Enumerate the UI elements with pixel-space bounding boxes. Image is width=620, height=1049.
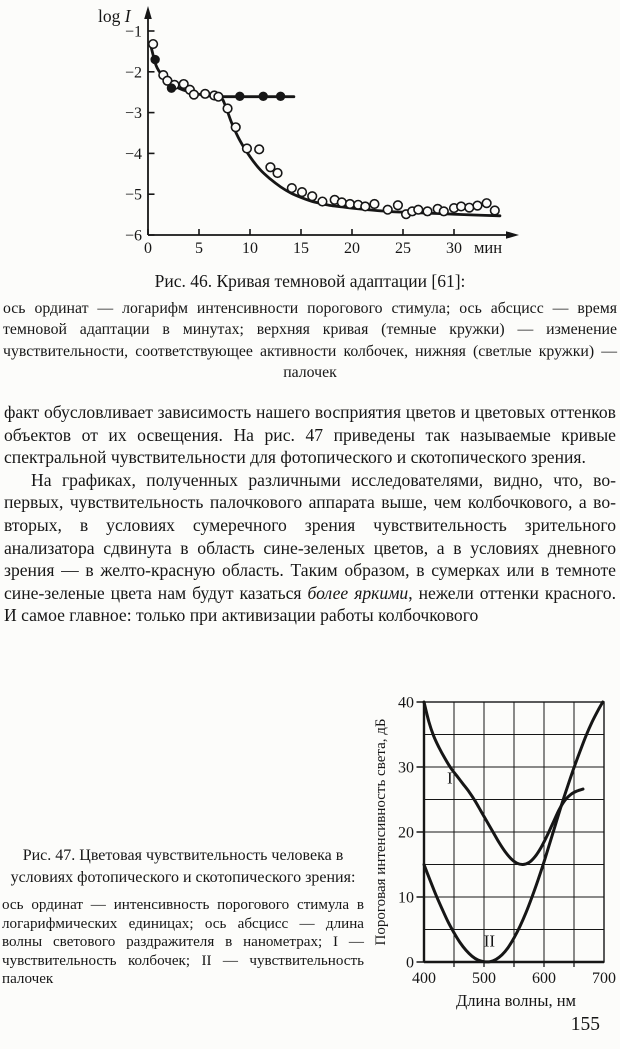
paragraph-1: факт обусловливает зависимость нашего восприятия цветов и цветовых оттенков объектов от их освещения. На рис. 47 приведены так называемые кривые спектральной чувствительности для фотопического и скотопического зрения. (4, 402, 616, 468)
fig46-dark-adaptation-chart (90, 0, 560, 262)
fig46-caption (0, 271, 620, 384)
svg-text:−6: −6 (124, 227, 142, 245)
rod-curve (150, 42, 500, 215)
svg-text:−3: −3 (124, 105, 142, 123)
svg-text:Пороговая интенсивность света,: Пороговая интенсивность света, дБ (373, 718, 389, 946)
paragraph-2 (4, 469, 616, 627)
svg-text:25: 25 (395, 240, 411, 257)
fig47-caption-body: ось ординат — интенсивность порогового стимула в логарифмических единицах; ось абсцисс — длина волны светового раздражителя в нанометрах; I — чувствительность колбочек; II — чувствительность палочек (2, 897, 364, 987)
svg-text:40: 40 (398, 694, 414, 712)
svg-text:−2: −2 (124, 64, 142, 82)
svg-text:10: 10 (242, 240, 258, 257)
svg-text:0: 0 (406, 954, 414, 972)
svg-text:20: 20 (398, 824, 414, 842)
body-text (4, 401, 616, 627)
fig46-caption-title: Рис. 46. Кривая темновой адаптации [61]: (154, 271, 466, 291)
svg-text:15: 15 (293, 240, 309, 257)
svg-text:Длина волны, нм: Длина волны, нм (456, 991, 576, 1010)
svg-text:600: 600 (532, 970, 556, 987)
fig47-caption-title: Рис. 47. Цветовая чувствительность человека в условиях фотопического и скотопического зрения: (10, 847, 356, 886)
svg-text:−1: −1 (124, 23, 142, 41)
figure-47-block (0, 690, 620, 1020)
svg-text:0: 0 (144, 240, 152, 257)
paragraph-2-italic: более яркими (307, 582, 409, 603)
svg-text:700: 700 (592, 970, 616, 987)
svg-text:500: 500 (472, 970, 496, 987)
fig47-caption (0, 845, 366, 989)
svg-text:log I: log I (98, 6, 131, 26)
svg-text:400: 400 (412, 970, 436, 987)
fig46-caption-body: ось ординат — логарифм интенсивности порогового стимула; ось абсцисс — время темновой адаптации в минутах; верхняя кривая (темные кружки) — изменение чувствительности, соответствующее активности колбочек, нижняя (светлые кружки) — палочек (3, 300, 617, 382)
svg-text:30: 30 (398, 759, 414, 777)
axes (98, 6, 519, 257)
svg-text:20: 20 (344, 240, 360, 257)
svg-text:30: 30 (446, 240, 462, 257)
paragraph-2-before: На графиках, полученных различными исследователями, видно, что, во-первых, чувствительность палочкового аппарата выше, чем колбочкового, а во-вторых, в условиях сумеречного зрения чувствительность зрительного анализатора сдвинута в область сине-зеленых цветов, а в условиях дневного зрения — в желто-красную область. Таким образом, в сумерках или в темноте сине-зеленые цвета нам будут казаться (4, 469, 616, 603)
svg-text:−4: −4 (124, 145, 142, 163)
curve-label-II: II (483, 931, 496, 951)
svg-text:10: 10 (398, 889, 414, 907)
rod-scatter-points (149, 40, 499, 219)
svg-text:−5: −5 (124, 186, 142, 204)
svg-text:5: 5 (195, 240, 203, 257)
grid (424, 702, 604, 962)
fig47-spectral-sensitivity-chart (372, 694, 620, 1022)
paragraph-2-after: , нежели оттенки красного. И самое главное: только при активизации работы колбочкового (4, 582, 616, 626)
curve-label-I: I (446, 768, 453, 788)
axes (373, 695, 616, 1011)
page-number: 155 (570, 1014, 600, 1035)
svg-text:мин: мин (473, 238, 503, 257)
